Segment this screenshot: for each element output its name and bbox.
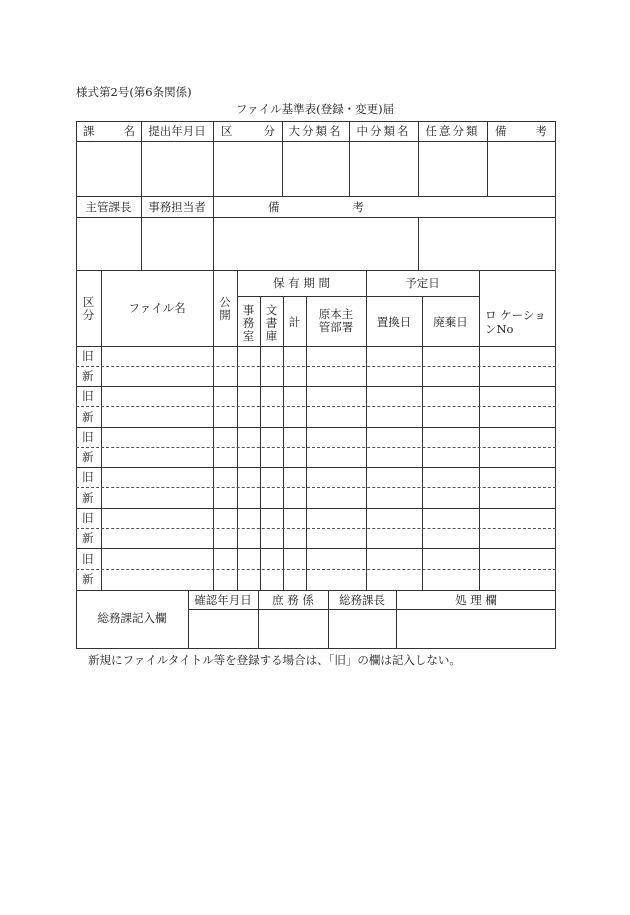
header-remarks-2: 備 考: [268, 200, 364, 214]
header-staff-in-charge: 事務担当者: [148, 200, 206, 214]
header-confirmation-date: 確認年月日: [194, 593, 252, 607]
header-middle-category: 中分類名: [356, 124, 411, 138]
header-retention-period: 保 有 期 間: [273, 276, 330, 290]
header-replace-date: 置換日: [376, 315, 412, 329]
header-general-affairs-manager: 総務課長: [339, 593, 385, 607]
row-label-new: 新: [82, 450, 94, 464]
row-label-old: 旧: [82, 470, 94, 484]
header-major-category: 大分類名: [288, 124, 343, 138]
header-scheduled-date: 予定日: [405, 276, 440, 290]
header-remarks-1: 備 考: [495, 124, 547, 138]
row-label-old: 旧: [82, 349, 94, 363]
row-label-new: 新: [82, 369, 94, 383]
header-optional-category: 任意分類: [425, 124, 480, 138]
row-label-old: 旧: [82, 389, 94, 403]
header-office: 事 務 室: [242, 303, 255, 344]
form-id: 様式第2号(第6条関係): [76, 85, 192, 99]
header-total: 計: [288, 315, 301, 329]
row-label-new: 新: [82, 410, 94, 424]
footnote: 新規にファイルタイトル等を登録する場合は、「旧」の欄は記入しない。: [88, 653, 461, 667]
header-disposal-date: 廃棄日: [433, 315, 468, 329]
header-file-name: ファイル名: [128, 301, 186, 315]
header-archive: 文 書 庫: [265, 303, 278, 344]
header-original-dept: 原本主 管部署: [318, 307, 354, 335]
header-location-no: ロ ケーショ ンNo: [485, 308, 546, 337]
header-public: 公 開: [219, 295, 231, 323]
row-label-new: 新: [82, 572, 94, 586]
row-label-new: 新: [82, 491, 94, 505]
header-kubun: 区 分: [221, 124, 275, 138]
row-label-old: 旧: [82, 552, 94, 566]
header-processing-column: 処 理 欄: [455, 593, 497, 607]
header-chief-manager: 主管課長: [85, 200, 132, 214]
row-label-new: 新: [82, 531, 94, 545]
general-affairs-entry-label: 総務課記入欄: [97, 611, 167, 625]
header-row-kubun: 区 分: [82, 295, 95, 323]
form-title: ファイル基準表(登録・変更)届: [235, 102, 395, 116]
header-ka-mei: 課 名: [83, 124, 135, 138]
header-submission-date: 提出年月日: [148, 124, 206, 138]
header-general-affairs-staff: 庶 務 係: [272, 593, 314, 607]
row-label-old: 旧: [82, 511, 94, 525]
row-label-old: 旧: [82, 430, 94, 444]
